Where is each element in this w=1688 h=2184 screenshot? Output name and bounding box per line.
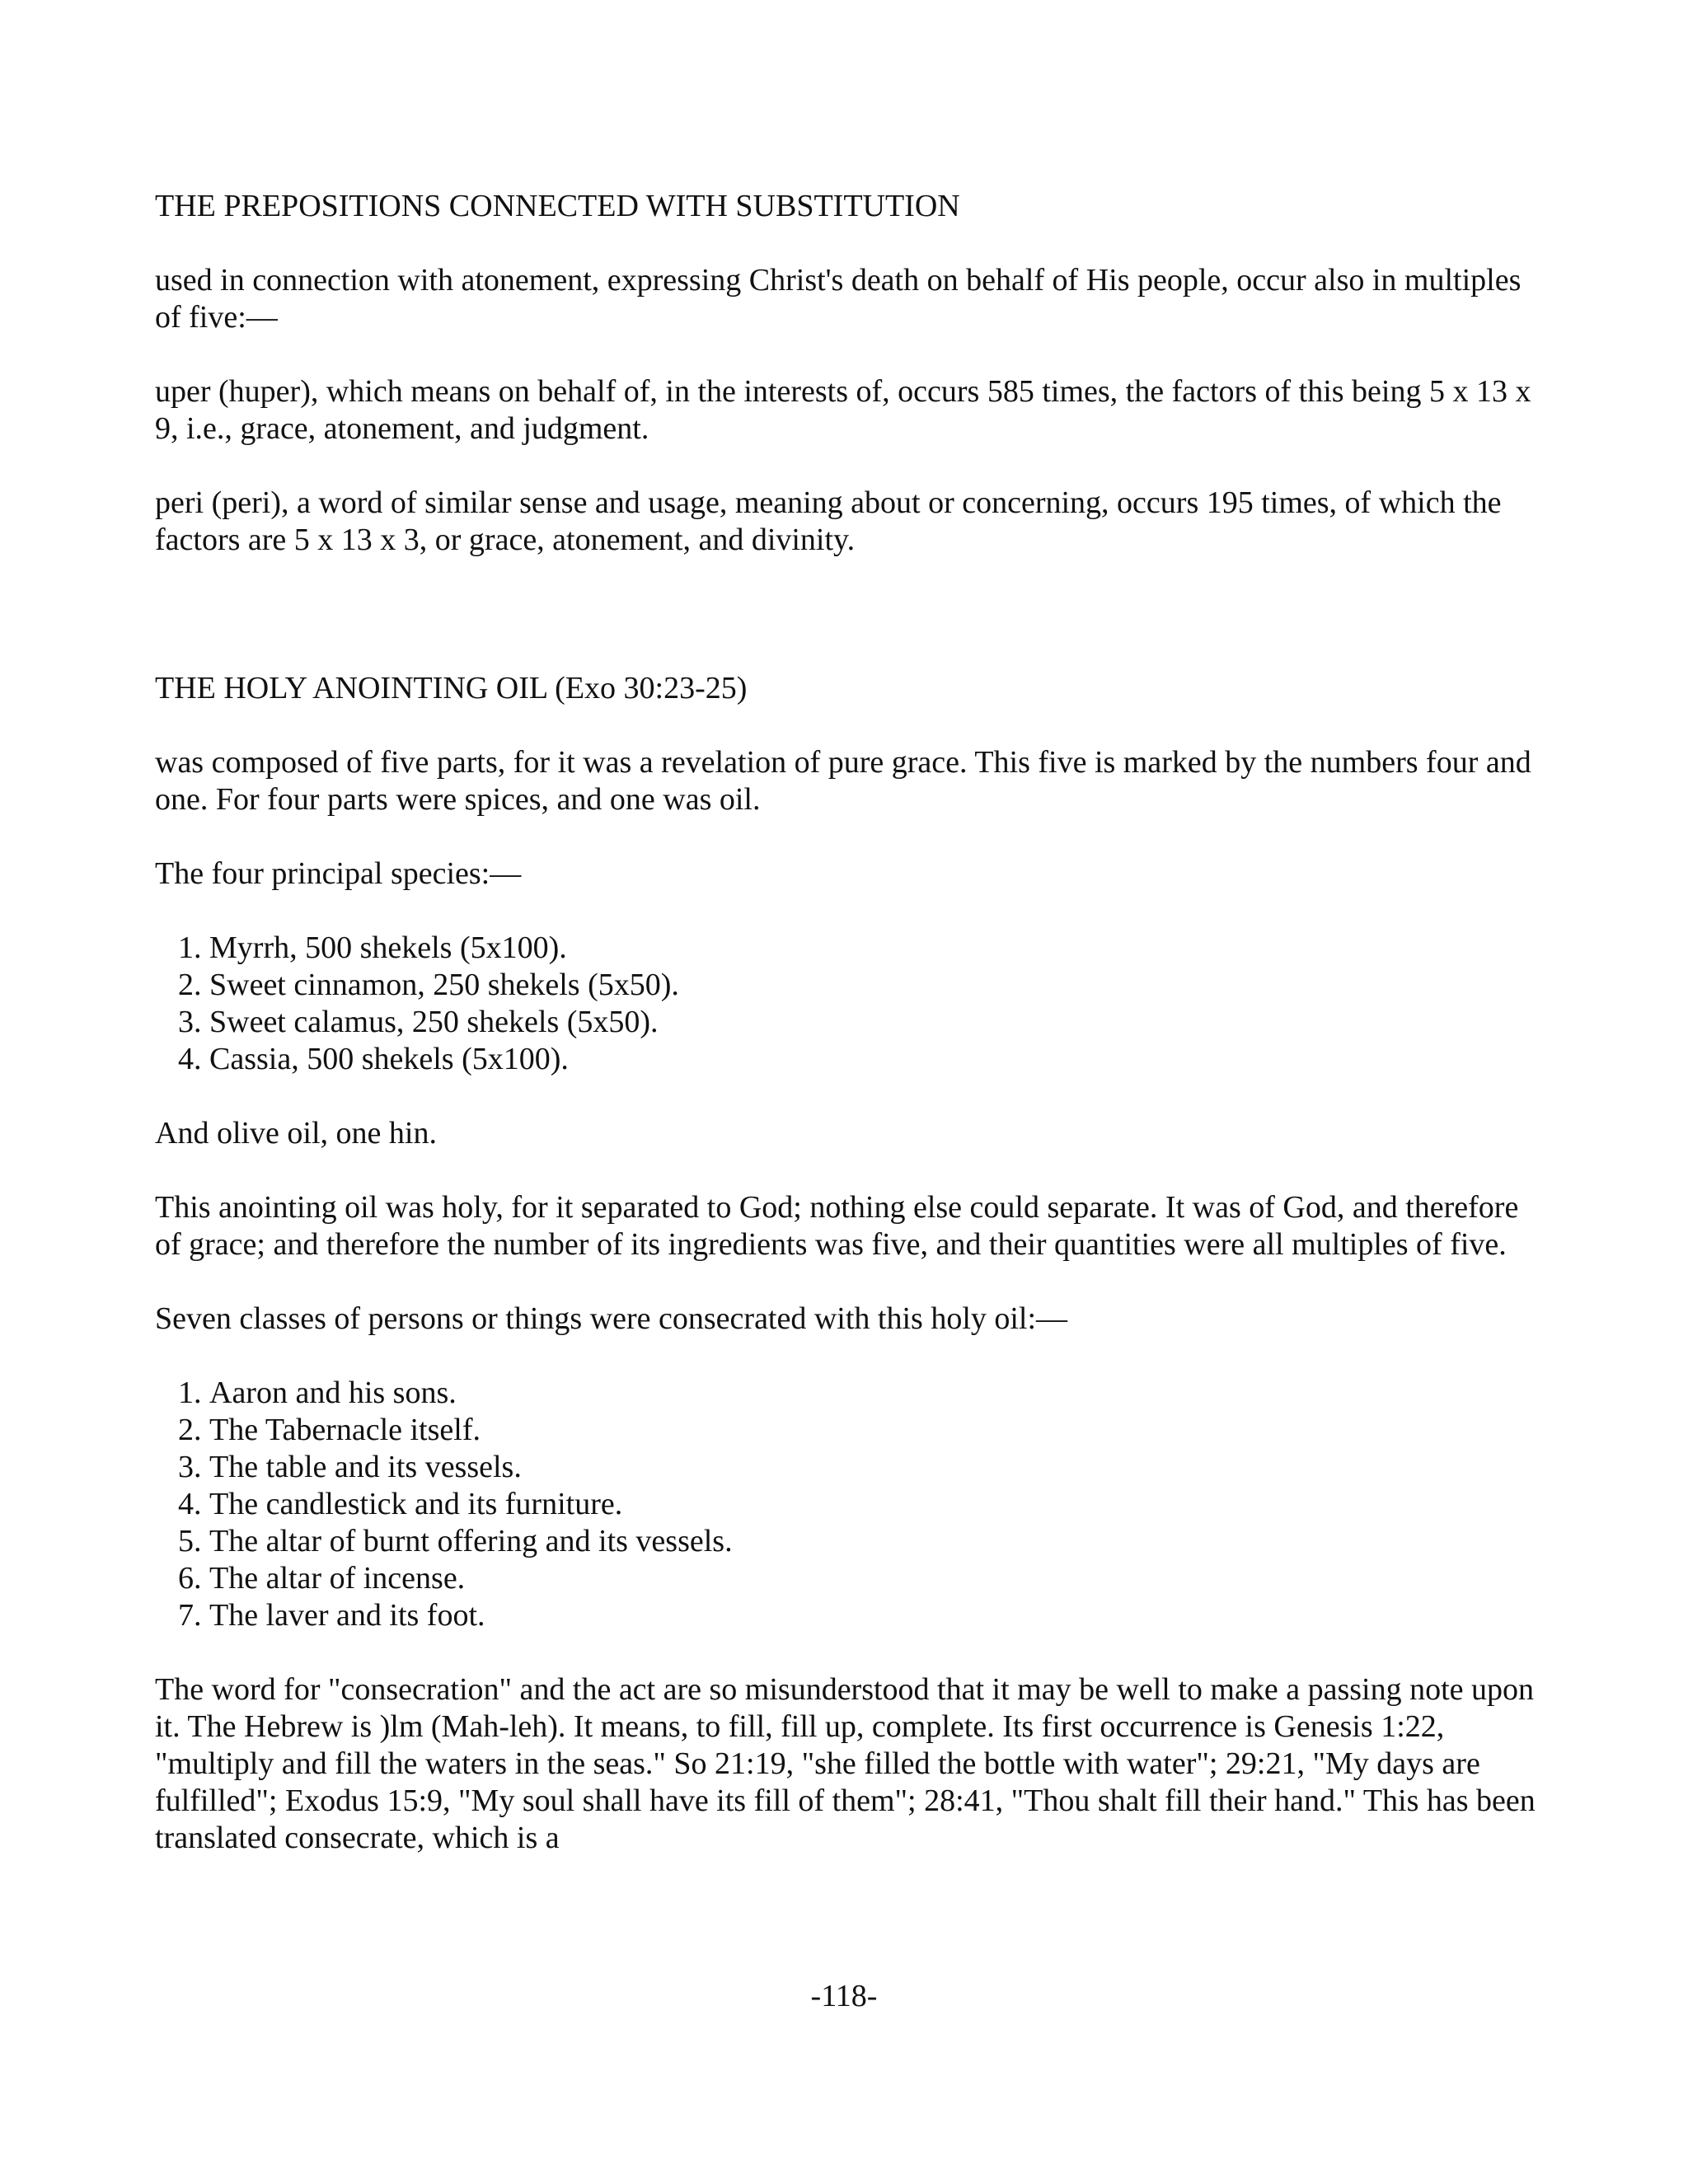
page-number: -118- [810, 1979, 878, 2013]
paragraph: The word for "consecration" and the act are so misunderstood that it may be well to make a passing note upon it. The Hebrew is )lm (Mah-leh). It means, to fill, fill up, complete. Its first occurrence is Genesis 1:22, "multiply and fill the waters in the seas." So 21:19, "she filled the bottle with water"; 29:21, "My days are fulfilled"; Exodus 15:9, "My soul shall have its fill of them"; 28:41, "Thou shalt fill their hand." This has been translated consecrate, which is a [155, 1672, 1536, 1855]
section-heading-prepositions: THE PREPOSITIONS CONNECTED WITH SUBSTITUTION [155, 189, 960, 223]
list-item: 4. Cassia, 500 shekels (5x100). [209, 1041, 1540, 1078]
list-item: 2. The Tabernacle itself. [209, 1412, 1540, 1449]
list-item: 3. Sweet calamus, 250 shekels (5x50). [209, 1004, 1540, 1041]
paragraph: peri (peri), a word of similar sense and usage, meaning about or concerning, occurs 195 times, of which the factors are 5 x 13 x 3, or grace, atonement, and divinity. [155, 485, 1502, 557]
spices-list [155, 930, 1540, 1078]
consecrated-classes-list [155, 1375, 1540, 1634]
paragraph: uper (huper), which means on behalf of, in the interests of, occurs 585 times, the factors of this being 5 x 13 x 9, i.e., grace, atonement, and judgment. [155, 374, 1531, 446]
section-heading-anointing-oil: THE HOLY ANOINTING OIL (Exo 30:23-25) [155, 671, 748, 705]
list-item: 7. The laver and its foot. [209, 1597, 1540, 1634]
list-intro: Seven classes of persons or things were consecrated with this holy oil:— [155, 1301, 1068, 1336]
paragraph: used in connection with atonement, expressing Christ's death on behalf of His people, occur also in multiples of five:— [155, 263, 1522, 335]
list-item: 3. The table and its vessels. [209, 1449, 1540, 1486]
list-item: 1. Myrrh, 500 shekels (5x100). [209, 930, 1540, 967]
paragraph: And olive oil, one hin. [155, 1116, 437, 1151]
list-item: 5. The altar of burnt offering and its vessels. [209, 1523, 1540, 1560]
document-page [155, 188, 1540, 1857]
paragraph: This anointing oil was holy, for it separated to God; nothing else could separate. It was of God, and therefore of grace; and therefore the number of its ingredients was five, and their quantities were all multiples of five. [155, 1190, 1519, 1262]
list-item: 4. The candlestick and its furniture. [209, 1486, 1540, 1523]
list-item: 2. Sweet cinnamon, 250 shekels (5x50). [209, 967, 1540, 1004]
list-intro: The four principal species:— [155, 856, 522, 891]
paragraph: was composed of five parts, for it was a revelation of pure grace. This five is marked by the numbers four and one. For four parts were spices, and one was oil. [155, 745, 1531, 817]
list-item: 1. Aaron and his sons. [209, 1375, 1540, 1412]
list-item: 6. The altar of incense. [209, 1560, 1540, 1597]
